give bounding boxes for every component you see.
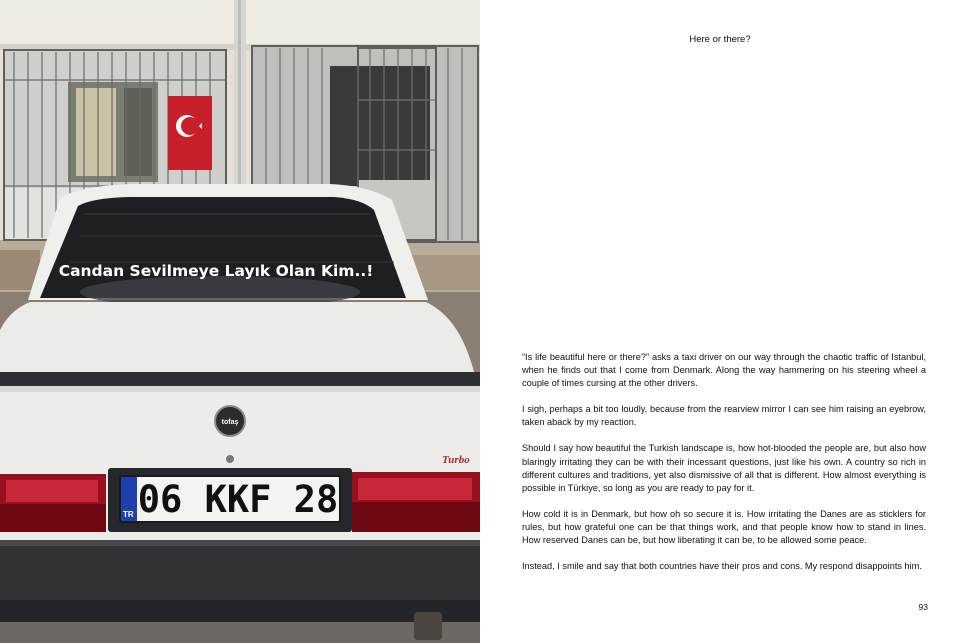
text-page bbox=[480, 0, 960, 643]
paragraph: I sigh, perhaps a bit too loudly, because from the rearview mirror I can see him raising an eyebrow, taken aback by my reaction. bbox=[522, 404, 926, 428]
white-car bbox=[0, 184, 480, 640]
paragraph: Should I say how beautiful the Turkish landscape is, how hot-blooded the people are, but also how blaringly irritating they can be with their incessant questions, just like his own. A country so rich in different cultures and traditions, yet also dismissive of all that is different. How almost everything is possible in Türkiye, so long as you are ready to pay for it. bbox=[522, 443, 926, 493]
body-text bbox=[522, 351, 926, 586]
license-plate: 06 KKF 28 bbox=[137, 478, 339, 521]
paragraph: “Is life beautiful here or there?” asks a taxi driver on our way through the chaotic traffic of Istanbul, when he finds out that I come from Denmark. Along the way hammering on his steering wheel a couple of times cursing at the other drivers. bbox=[522, 352, 926, 389]
chapter-title: Here or there? bbox=[689, 34, 751, 45]
turkish-flag bbox=[168, 96, 212, 170]
paragraph: How cold it is in Denmark, but how oh so secure it is. How irritating the Danes are as sticklers for rules, but how grateful one can be that things work, and that people know how to stand in lines. How reserved Danes can be, but how liberating it can be, to be allowed some peace. bbox=[522, 508, 926, 546]
windshield-slogan: Candan Sevilmeye Layık Olan Kim..! bbox=[58, 262, 374, 280]
model-script: Turbo bbox=[442, 454, 470, 466]
plate-country-code: TR bbox=[123, 510, 134, 519]
paragraph: Instead, I smile and say that both countries have their pros and cons. My respond disappoints him. bbox=[522, 561, 922, 572]
page-number: 93 bbox=[918, 602, 928, 612]
trunk-badge: tofaş bbox=[221, 419, 239, 426]
